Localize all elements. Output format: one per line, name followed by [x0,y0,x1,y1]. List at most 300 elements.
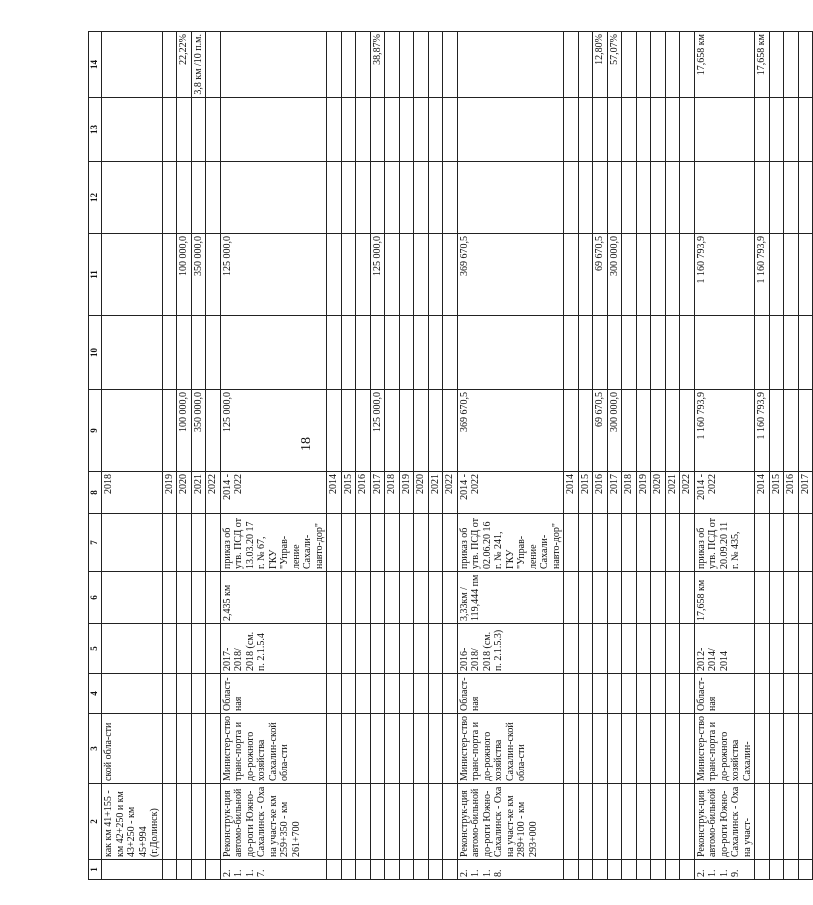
table-cell [162,624,177,674]
table-cell [622,714,637,784]
table-cell [102,674,163,714]
table-cell: 12,80% [593,32,608,98]
column-number-5: 5 [89,624,102,674]
table-cell [356,234,371,316]
table-cell: приказ об утв. ПСД от 13.03.20 17 г. № 67, ГКУ "Управ-ление Сахали-навто-дор" [220,514,327,572]
table-cell [564,162,579,234]
column-number-8: 8 [89,472,102,514]
table-cell [443,316,458,390]
table-cell [769,32,784,98]
table-cell [607,98,622,162]
table-cell [162,316,177,390]
table-cell [636,674,651,714]
table-cell [564,316,579,390]
table-cell: 2012-2014/ 2014 [694,624,755,674]
table-cell [593,784,608,860]
table-cell: 2014 - 2022 [694,472,755,514]
table-cell [327,316,342,390]
table-cell [564,714,579,784]
table-cell [370,316,385,390]
table-cell [327,714,342,784]
table-row [206,32,221,880]
table-cell [755,316,770,390]
table-row [784,32,799,880]
table-cell: приказ об утв. ПСД от 20.09.20 11 г. № 435, [694,514,755,572]
table-cell [578,234,593,316]
table-cell [665,98,680,162]
table-cell [622,674,637,714]
table-cell [191,162,206,234]
table-cell [680,98,695,162]
table-cell [578,390,593,472]
table-cell [341,714,356,784]
table-cell [162,390,177,472]
table-cell: 69 670,5 [593,234,608,316]
table-cell [370,784,385,860]
table-cell [798,860,813,880]
table-cell [399,572,414,624]
table-cell [177,860,192,880]
table-cell: 1 160 793,9 [755,390,770,472]
table-cell [162,784,177,860]
table-cell [651,624,666,674]
table-cell [428,624,443,674]
table-cell: Министер-ство транс-порта и до-рожного хозяйства Сахалин- [694,714,755,784]
table-cell: 2019 [399,472,414,514]
table-cell [399,32,414,98]
table-cell [622,316,637,390]
table-cell [443,32,458,98]
table-cell [636,234,651,316]
table-cell [220,32,327,98]
table-cell [162,234,177,316]
table-cell [206,674,221,714]
table-cell: 2019 [162,472,177,514]
table-cell [564,514,579,572]
table-cell [191,674,206,714]
table-cell [622,784,637,860]
table-cell: 100 000,0 [177,234,192,316]
table-cell: ской обла-сти [102,714,163,784]
table-cell [636,316,651,390]
table-cell [370,624,385,674]
table-row [177,32,192,880]
table-cell [665,390,680,472]
table-cell [769,98,784,162]
table-cell [162,32,177,98]
table-cell [578,514,593,572]
table-row [622,32,637,880]
table-cell [428,572,443,624]
table-cell [206,784,221,860]
table-cell: 17,658 км [694,32,755,98]
table-cell [784,316,799,390]
table-cell [385,572,400,624]
table-cell [443,514,458,572]
table-cell [457,316,564,390]
table-cell [356,98,371,162]
table-cell [798,390,813,472]
table-cell [428,860,443,880]
table-cell: 17,658 км [755,32,770,98]
column-number-row [89,32,102,880]
table-cell [370,572,385,624]
table-cell: 3,33км / 119,444 пм [457,572,564,624]
table-cell [428,316,443,390]
table-cell [636,624,651,674]
table-cell [443,624,458,674]
table-cell [414,162,429,234]
table-cell [206,234,221,316]
table-cell [191,860,206,880]
table-cell [784,860,799,880]
table-cell: 125 000,0 [370,390,385,472]
table-cell [636,390,651,472]
table-cell: 2016 [593,472,608,514]
table-cell [769,514,784,572]
table-cell [385,784,400,860]
table-cell [191,624,206,674]
table-cell [651,860,666,880]
table-cell [769,162,784,234]
table-cell [102,860,163,880]
table-cell [102,514,163,572]
table-cell [443,784,458,860]
table-cell [564,98,579,162]
table-cell [564,32,579,98]
column-number-9: 9 [89,390,102,472]
table-cell: Реконструк-ция автомо-бильной до-роги Южно-Сахалинск - Оха на участ- [694,784,755,860]
table-cell: 2022 [680,472,695,514]
table-cell [578,714,593,784]
table-cell [327,234,342,316]
table-cell [622,98,637,162]
table-cell [443,234,458,316]
table-cell [665,572,680,624]
table-cell [680,316,695,390]
table-cell [206,32,221,98]
table-cell [414,514,429,572]
table-cell: 1 160 793,9 [694,234,755,316]
table-cell: 2020 [414,472,429,514]
table-cell [457,32,564,98]
table-cell: 125 000,0 [220,234,327,316]
table-cell [414,714,429,784]
table-cell [356,162,371,234]
table-cell [399,390,414,472]
table-cell [443,860,458,880]
table-row [428,32,443,880]
table-cell: 2016-2018/ 2018 (см. п. 2.1.5.3) [457,624,564,674]
table-cell [798,162,813,234]
table-cell [385,316,400,390]
table-cell [428,32,443,98]
table-cell [341,390,356,472]
table-cell [457,98,564,162]
table-row [680,32,695,880]
table-cell [341,674,356,714]
table-cell [428,234,443,316]
table-cell [370,514,385,572]
table-cell [564,234,579,316]
table-cell [798,784,813,860]
table-cell: 125 000,0 [220,390,327,472]
table-cell [564,674,579,714]
table-cell [784,98,799,162]
table-cell [341,514,356,572]
table-cell [399,162,414,234]
table-cell [177,316,192,390]
table-cell: 2021 [428,472,443,514]
table-cell [177,674,192,714]
table-cell [665,674,680,714]
table-cell [769,316,784,390]
table-cell [341,784,356,860]
table-cell [622,32,637,98]
table-cell [798,514,813,572]
table-row [399,32,414,880]
table-cell [607,162,622,234]
table-cell [414,784,429,860]
table-cell [593,860,608,880]
table-cell [102,316,163,390]
table-cell: 1 160 793,9 [755,234,770,316]
table-cell [385,32,400,98]
table-cell [356,390,371,472]
table-cell: 100 000,0 [177,390,192,472]
table-cell [414,32,429,98]
table-cell [443,162,458,234]
table-cell [102,624,163,674]
table-cell [680,390,695,472]
table-cell: 2014 [564,472,579,514]
table-cell: 2014 [755,472,770,514]
table-cell [680,624,695,674]
table-cell: 300 000,0 [607,390,622,472]
table-cell [622,860,637,880]
table-cell [327,390,342,472]
table-cell [428,98,443,162]
table-cell [755,514,770,572]
table-cell [798,674,813,714]
table-cell [651,390,666,472]
table-cell [578,860,593,880]
table-row [356,32,371,880]
table-cell [443,98,458,162]
table-row [798,32,813,880]
table-row [162,32,177,880]
table-cell [399,98,414,162]
table-row [564,32,579,880]
table-cell: Министер-ство транс-порта и до-рожного хозяйства Сахалин-ской обла-сти [220,714,327,784]
table-cell [428,514,443,572]
column-number-14: 14 [89,32,102,98]
table-cell [680,32,695,98]
table-row [694,32,755,880]
table-cell [356,316,371,390]
table-cell [428,162,443,234]
table-cell [622,234,637,316]
table-cell: 2022 [443,472,458,514]
table-cell: как км 41+155 - км 42+250 и км 43+250 - км 45+994 (г.Долинск) [102,784,163,860]
table-cell [680,784,695,860]
table-cell [206,514,221,572]
table-cell [385,234,400,316]
table-cell [593,674,608,714]
table-cell [399,860,414,880]
column-number-7: 7 [89,514,102,572]
table-cell [102,234,163,316]
table-cell [341,32,356,98]
table-cell: 2014 - 2022 [457,472,564,514]
table-cell [191,98,206,162]
table-cell: 2017 [607,472,622,514]
column-number-13: 13 [89,98,102,162]
table-cell: 369 670,5 [457,234,564,316]
table-cell [769,674,784,714]
table-cell [798,714,813,784]
table-cell [370,162,385,234]
rotated-table-sheet [88,32,811,880]
table-cell [665,162,680,234]
table-cell [356,784,371,860]
table-cell [385,390,400,472]
column-number-2: 2 [89,784,102,860]
table-cell [651,32,666,98]
table-cell [428,674,443,714]
table-cell [356,860,371,880]
table-row [385,32,400,880]
table-cell: 2017-2018/ 2018 (см. п. 2.1.5.4 [220,624,327,674]
table-cell [651,234,666,316]
table-cell: 2020 [651,472,666,514]
table-cell [665,784,680,860]
table-cell: Реконструк-ция автомо-бильной до-роги Южно-Сахалинск - Оха на участ-ке км 259+350 - км 261+700 [220,784,327,860]
table-cell [162,860,177,880]
table-cell [694,316,755,390]
table-cell [694,98,755,162]
table-cell [784,514,799,572]
table-cell [607,860,622,880]
table-cell [191,714,206,784]
table-cell [385,162,400,234]
table-cell: 2017 [798,472,813,514]
table-cell [578,572,593,624]
table-cell [177,784,192,860]
table-cell: Министер-ство транс-порта и до-рожного хозяйства Сахалин-ской обла-сти [457,714,564,784]
table-cell [636,32,651,98]
table-cell: 369 670,5 [457,390,564,472]
table-cell [370,98,385,162]
table-cell [327,572,342,624]
table-cell: 2018 [622,472,637,514]
table-cell [578,624,593,674]
table-cell [162,98,177,162]
table-cell [428,784,443,860]
table-cell [327,98,342,162]
table-row [443,32,458,880]
table-cell [578,674,593,714]
table-cell [769,390,784,472]
table-cell [102,390,163,472]
table-cell [356,714,371,784]
table-cell [665,32,680,98]
table-cell [680,234,695,316]
table-cell [651,714,666,784]
table-cell: 3,8 км /10 п.м. [191,32,206,98]
table-cell [564,624,579,674]
table-cell: 350 000,0 [191,234,206,316]
table-cell: 17,658 км [694,572,755,624]
table-cell: 2015 [341,472,356,514]
table-cell [443,714,458,784]
table-cell [769,714,784,784]
table-cell [356,32,371,98]
table-cell [327,624,342,674]
program-table [88,31,813,880]
table-row [636,32,651,880]
table-cell [191,316,206,390]
table-cell [607,572,622,624]
table-cell [177,624,192,674]
table-cell [784,674,799,714]
table-cell [651,316,666,390]
table-cell [651,784,666,860]
table-cell: 2021 [665,472,680,514]
table-cell [191,784,206,860]
table-cell [622,624,637,674]
table-cell [102,32,163,98]
table-cell: 57,07% [607,32,622,98]
table-cell [578,316,593,390]
table-cell: Област-ная [457,674,564,714]
table-cell [564,860,579,880]
table-cell [636,714,651,784]
column-number-6: 6 [89,572,102,624]
table-cell [399,514,414,572]
table-cell [593,316,608,390]
table-cell: 2. 1. 1. 7. [220,860,327,880]
table-cell [564,784,579,860]
table-cell [206,162,221,234]
table-cell [206,390,221,472]
table-cell [651,162,666,234]
table-cell [162,714,177,784]
table-cell [769,860,784,880]
table-cell [177,514,192,572]
table-cell [578,162,593,234]
column-number-4: 4 [89,674,102,714]
table-cell [784,234,799,316]
table-cell [769,572,784,624]
table-cell [206,714,221,784]
table-cell: 2018 [385,472,400,514]
table-cell [414,98,429,162]
table-cell [414,316,429,390]
table-row [607,32,622,880]
table-cell [665,714,680,784]
table-cell [798,572,813,624]
table-cell [769,234,784,316]
table-cell [177,98,192,162]
table-row [665,32,680,880]
table-cell [564,572,579,624]
table-cell [651,514,666,572]
table-cell: 2,435 км [220,572,327,624]
table-cell [680,714,695,784]
table-cell [356,572,371,624]
table-cell [593,714,608,784]
